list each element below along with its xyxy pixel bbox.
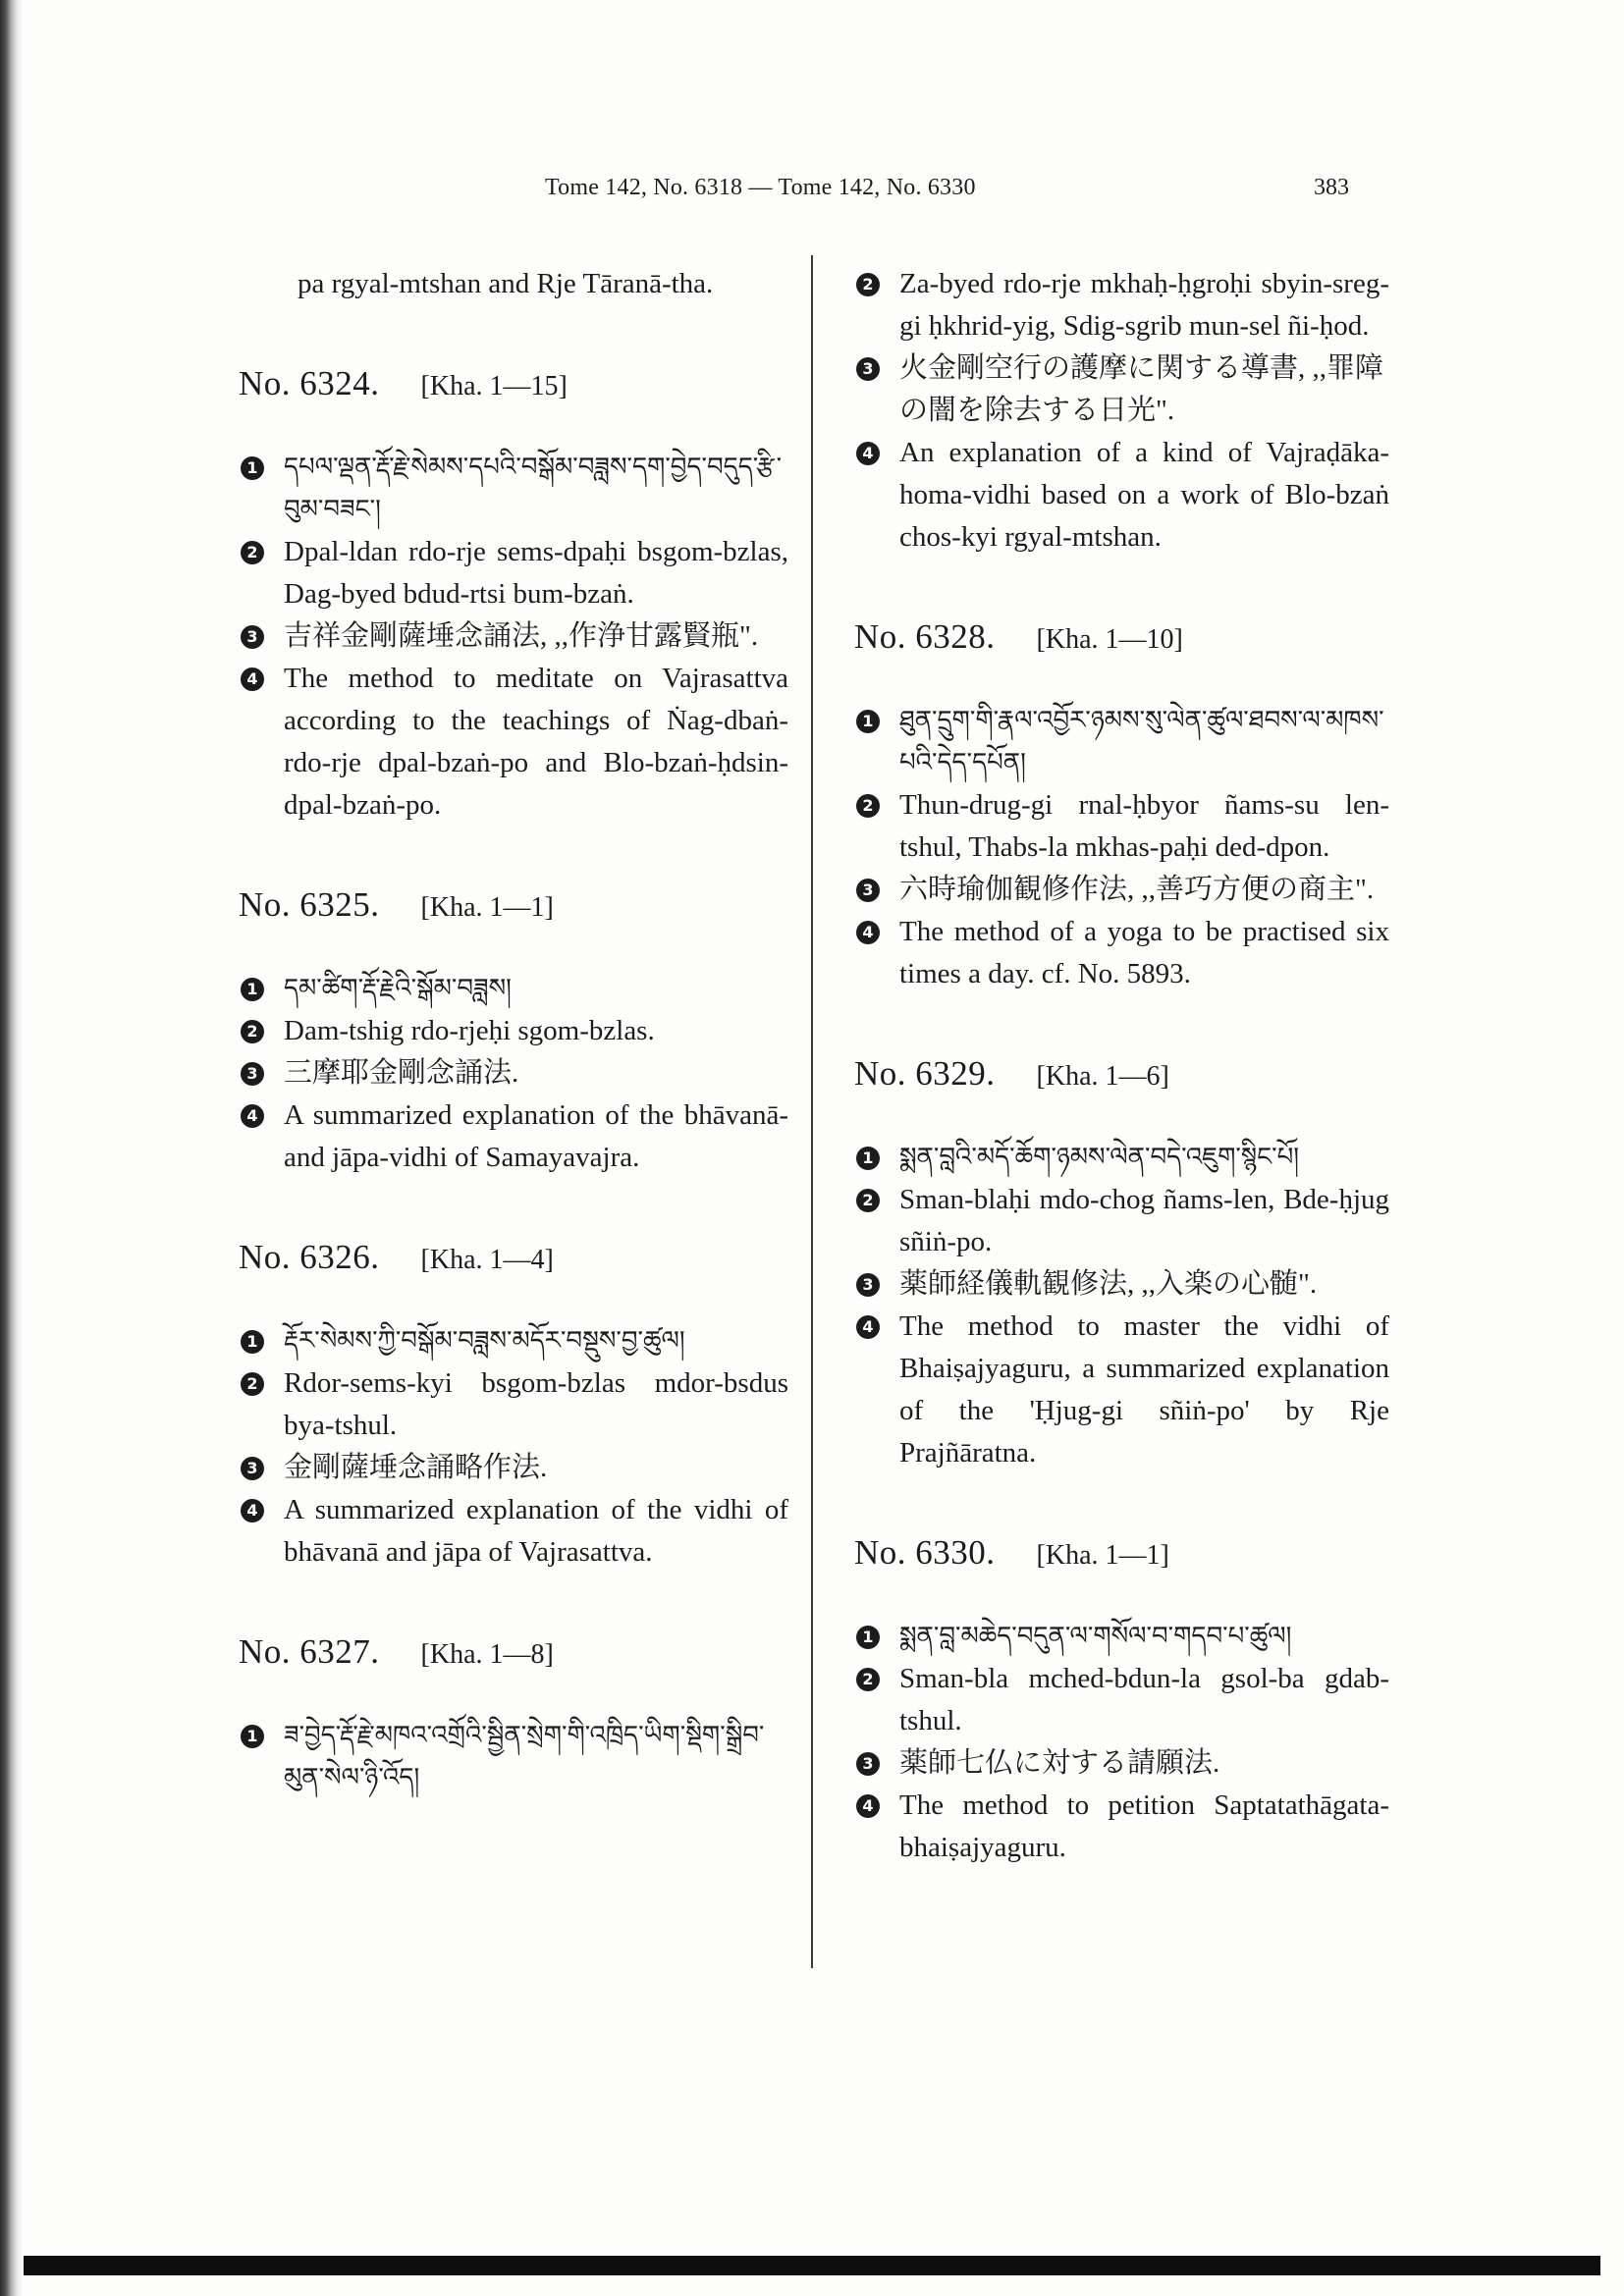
number-marker: 2 xyxy=(856,273,880,296)
number-marker: 1 xyxy=(241,456,264,480)
entry-reference: [Kha. 1—1] xyxy=(420,892,554,923)
entry-number: No. 6327. xyxy=(239,1632,380,1671)
english-description xyxy=(854,432,1389,559)
item-text: Sman-bla mched-bdun-la gsol-ba gdab-tshul. xyxy=(899,1663,1389,1736)
right-column xyxy=(854,263,1389,1869)
number-marker: 3 xyxy=(856,879,880,902)
entry-reference: [Kha. 1—6] xyxy=(1036,1061,1169,1092)
number-marker: 4 xyxy=(241,1104,264,1128)
catalog-entry xyxy=(854,1052,1389,1474)
entry-heading xyxy=(239,1236,788,1281)
tibetan-title xyxy=(854,700,1389,784)
item-text: The method of a yoga to be practised six times a day. cf. No. 5893. xyxy=(899,916,1389,989)
number-marker: 2 xyxy=(856,794,880,818)
number-marker: 4 xyxy=(856,1315,880,1339)
number-marker: 3 xyxy=(856,1752,880,1776)
romanized-title xyxy=(854,1179,1389,1263)
item-text: 火金剛空行の護摩に関する導書, ,,罪障の闇を除去する日光". xyxy=(899,352,1384,426)
entry-number: No. 6328. xyxy=(854,617,996,656)
number-marker: 3 xyxy=(856,357,880,381)
number-marker: 4 xyxy=(856,921,880,944)
item-text: Sman-blaḥi mdo-chog ñams-len, Bde-ḥjug sñiṅ-po. xyxy=(899,1184,1389,1257)
bottom-scan-bar xyxy=(24,2256,1600,2275)
romanized-title xyxy=(854,784,1389,869)
chinese-title xyxy=(239,615,788,658)
number-marker: 3 xyxy=(856,1273,880,1297)
item-text: ཐུན་དྲུག་གི་རྣལ་འབྱོར་ཉམས་སུ་ལེན་ཚུལ་ཐབས་ལ་མཁས་པའི་དེད་དཔོན། xyxy=(899,706,1384,777)
entry-number: No. 6325. xyxy=(239,885,380,924)
item-text: 吉祥金剛薩埵念誦法, ,,作浄甘露賢瓶". xyxy=(284,620,759,652)
continuation-text: pa rgyal-mtshan and Rje Tāranā-tha. xyxy=(298,268,714,299)
item-text: 薬師七仏に対する請願法. xyxy=(899,1747,1220,1779)
binding-edge xyxy=(0,0,24,2296)
number-marker: 3 xyxy=(241,1062,264,1086)
item-text: Za-byed rdo-rje mkhaḥ-ḥgroḥi sbyin-sreg-gi ḥkhrid-yig, Sdig-sgrib mun-sel ñi-ḥod. xyxy=(899,268,1389,342)
number-marker: 3 xyxy=(241,1457,264,1480)
item-text: 金剛薩埵念誦略作法. xyxy=(284,1452,548,1483)
entry-heading xyxy=(239,883,788,929)
english-description xyxy=(854,1306,1389,1474)
entry-reference: [Kha. 1—8] xyxy=(420,1639,554,1670)
left-column xyxy=(239,263,788,1799)
english-description xyxy=(239,1095,788,1179)
number-marker: 4 xyxy=(241,1499,264,1522)
number-marker: 2 xyxy=(241,1372,264,1396)
item-text: Dam-tshig rdo-rjeḥi sgom-bzlas. xyxy=(284,1015,655,1046)
item-text: 六時瑜伽観修作法, ,,善巧方便の商主". xyxy=(899,874,1375,905)
entry-number: No. 6326. xyxy=(239,1238,380,1276)
chinese-title xyxy=(239,1052,788,1095)
entry-heading xyxy=(239,362,788,407)
entry-reference: [Kha. 1—10] xyxy=(1036,624,1183,655)
catalog-entry xyxy=(239,1236,788,1574)
number-marker: 1 xyxy=(856,1147,880,1170)
entry-number: No. 6329. xyxy=(854,1054,996,1093)
chinese-title xyxy=(854,869,1389,911)
item-text: དམ་ཚིག་རྡོ་རྗེའི་སྒོམ་བཟླས། xyxy=(284,974,512,1003)
item-text: The method to master the vidhi of Bhaiṣajyaguru, a summarized explanation of the 'Ḥjug-gi sñiṅ-po' by Rje Prajñāratna. xyxy=(899,1310,1389,1468)
tibetan-title xyxy=(239,968,788,1010)
romanized-title xyxy=(239,531,788,615)
english-description xyxy=(854,1785,1389,1869)
entry-reference: [Kha. 1—4] xyxy=(420,1245,554,1275)
entry-number: No. 6330. xyxy=(854,1533,996,1572)
tibetan-title xyxy=(854,1616,1389,1658)
item-text: 三摩耶金剛念誦法. xyxy=(284,1057,519,1089)
item-text: དཔལ་ལྡན་རྡོ་རྗེ་སེམས་དཔའི་བསྒོམ་བཟླས་དག་བྱེད་བདུད་རྩི་བུམ་བཟང་། xyxy=(284,453,783,524)
catalog-entry xyxy=(239,1630,788,1799)
item-text: Rdor-sems-kyi bsgom-bzlas mdor-bsdus bya-tshul. xyxy=(284,1367,788,1441)
tibetan-title xyxy=(239,1715,788,1799)
item-text: 薬師経儀軌観修法, ,,入楽の心髄". xyxy=(899,1268,1318,1300)
page-number: 383 xyxy=(1314,175,1349,200)
running-title: Tome 142, No. 6318 — Tome 142, No. 6330 xyxy=(545,175,976,200)
entry-reference: [Kha. 1—15] xyxy=(420,371,568,401)
number-marker: 4 xyxy=(856,1794,880,1818)
catalog-entry xyxy=(239,362,788,827)
english-description xyxy=(239,658,788,827)
item-text: སྨན་བླ་མཆེད་བདུན་ལ་གསོལ་བ་གདབ་པ་ཚུལ། xyxy=(899,1622,1292,1651)
item-text: ཟ་བྱེད་རྡོ་རྗེ་མཁའ་འགྲོའི་སྦྱིན་སྲེག་གི་འཁྲིད་ཡིག་སྡིག་སྒྲིབ་མུན་སེལ་ཉི་འོད། xyxy=(284,1721,765,1792)
romanized-title xyxy=(239,1010,788,1052)
number-marker: 2 xyxy=(856,1668,880,1691)
number-marker: 3 xyxy=(241,625,264,649)
number-marker: 1 xyxy=(241,978,264,1001)
tibetan-title xyxy=(854,1137,1389,1179)
number-marker: 1 xyxy=(241,1330,264,1354)
number-marker: 2 xyxy=(241,1020,264,1043)
item-text: Dpal-ldan rdo-rje sems-dpaḥi bsgom-bzlas, Dag-byed bdud-rtsi bum-bzaṅ. xyxy=(284,536,788,610)
number-marker: 1 xyxy=(856,710,880,733)
column-divider xyxy=(811,255,813,1968)
item-text: A summarized explanation of the bhāvanā- and jāpa-vidhi of Samayavajra. xyxy=(284,1099,788,1173)
english-description xyxy=(239,1489,788,1574)
entry-heading xyxy=(854,1052,1389,1097)
entry-reference: [Kha. 1—1] xyxy=(1036,1540,1169,1571)
item-text: The method to meditate on Vajrasattva according to the teachings of Ṅag-dbaṅ-rdo-rje dpal-bzaṅ-po and Blo-bzaṅ-ḥdsin-dpal-bzaṅ-po. xyxy=(284,663,788,821)
romanized-title xyxy=(854,263,1389,347)
english-description xyxy=(854,911,1389,995)
tibetan-title xyxy=(239,447,788,531)
number-marker: 1 xyxy=(241,1725,264,1748)
chinese-title xyxy=(854,1263,1389,1306)
entry-number: No. 6324. xyxy=(239,364,380,402)
item-text: A summarized explanation of the vidhi of bhāvanā and jāpa of Vajrasattva. xyxy=(284,1494,788,1568)
entry-heading xyxy=(854,615,1389,661)
number-marker: 2 xyxy=(241,541,264,564)
item-text: རྡོར་སེམས་ཀྱི་བསྒོམ་བཟླས་མདོར་བསྡུས་བྱ་ཚུལ། xyxy=(284,1326,685,1356)
romanized-title xyxy=(854,1658,1389,1742)
catalog-entry xyxy=(854,1531,1389,1869)
chinese-title xyxy=(854,1742,1389,1785)
item-text: Thun-drug-gi rnal-ḥbyor ñams-su len-tshul, Thabs-la mkhas-paḥi ded-dpon. xyxy=(899,789,1389,863)
catalog-entry xyxy=(854,615,1389,995)
japanese-title xyxy=(854,347,1389,432)
item-text: The method to petition Saptatathāgata-bhaiṣajyaguru. xyxy=(899,1789,1389,1863)
number-marker: 2 xyxy=(856,1189,880,1212)
number-marker: 1 xyxy=(856,1626,880,1649)
catalog-entry xyxy=(239,883,788,1179)
entry-heading xyxy=(854,1531,1389,1576)
item-text: སྨན་བླའི་མདོ་ཆོག་ཉམས་ལེན་བདེ་འཇུག་སྙིང་པོ། xyxy=(899,1143,1300,1172)
tibetan-title xyxy=(239,1320,788,1362)
entry-heading xyxy=(239,1630,788,1676)
item-text: An explanation of a kind of Vajraḍāka-homa-vidhi based on a work of Blo-bzaṅ chos-kyi rgyal-mtshan. xyxy=(899,437,1389,553)
chinese-title xyxy=(239,1447,788,1489)
number-marker: 4 xyxy=(241,667,264,691)
number-marker: 4 xyxy=(856,442,880,465)
romanized-title xyxy=(239,1362,788,1447)
